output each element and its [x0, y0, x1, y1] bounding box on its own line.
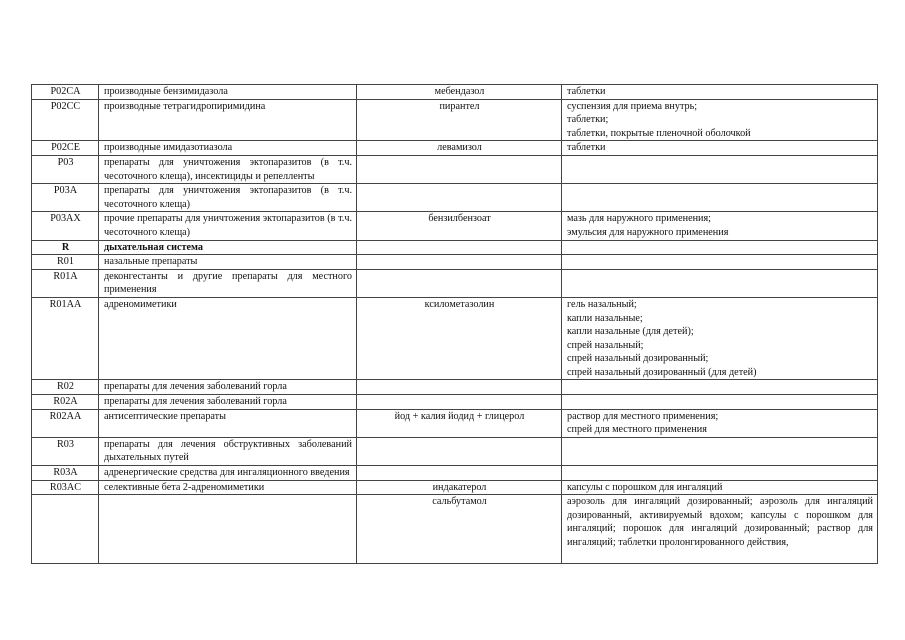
table-row [32, 269, 878, 297]
dosage-form-line: эмульсия для наружного применения [567, 226, 729, 238]
group-description-cell: препараты для уничтожения эктопаразитов (в т.ч. чесоточного клеща) [99, 184, 357, 212]
dosage-form-cell [562, 437, 878, 465]
dosage-form-cell [562, 184, 878, 212]
dosage-form-cell [562, 240, 878, 255]
drug-table [31, 84, 878, 564]
atc-code-cell: R01 [32, 255, 99, 270]
drug-name-cell: сальбутамол [357, 495, 562, 564]
atc-code-cell: P02CC [32, 99, 99, 141]
atc-code-cell: R02A [32, 395, 99, 410]
dosage-form-line: таблетки [567, 142, 606, 154]
dosage-form-line: капли назальные; [567, 312, 643, 324]
table-row [32, 155, 878, 183]
drug-name-cell: ксилометазолин [357, 297, 562, 380]
dosage-form-cell [562, 255, 878, 270]
drug-name-cell [357, 269, 562, 297]
table-row [32, 99, 878, 141]
dosage-form-cell [562, 212, 878, 240]
group-description-cell: препараты для лечения заболеваний горла [99, 380, 357, 395]
group-description-cell: деконгестанты и другие препараты для местного применения [99, 269, 357, 297]
drug-name-cell [357, 255, 562, 270]
table-row [32, 480, 878, 495]
atc-code-cell: P02CE [32, 141, 99, 156]
table-row [32, 184, 878, 212]
atc-code-cell: R03 [32, 437, 99, 465]
dosage-form-line: раствор для местного применения; [567, 410, 719, 422]
table-row [32, 240, 878, 255]
group-description-cell: препараты для уничтожения эктопаразитов (в т.ч. чесоточного клеща), инсектициды и репелленты [99, 155, 357, 183]
drug-name-cell: индакатерол [357, 480, 562, 495]
dosage-form-cell [562, 85, 878, 100]
group-description-cell: производные тетрагидропиримидина [99, 99, 357, 141]
group-description-cell: адреномиметики [99, 297, 357, 380]
dosage-form-cell [562, 466, 878, 481]
dosage-form-line: капсулы с порошком для ингаляций [567, 481, 723, 493]
dosage-form-cell [562, 480, 878, 495]
drug-name-cell [357, 380, 562, 395]
dosage-form-cell [562, 155, 878, 183]
table-row [32, 141, 878, 156]
atc-code-cell: R01A [32, 269, 99, 297]
drug-name-cell [357, 240, 562, 255]
drug-name-cell [357, 155, 562, 183]
atc-code-cell: R03A [32, 466, 99, 481]
dosage-form-line: спрей назальный; [567, 339, 644, 351]
drug-name-cell [357, 437, 562, 465]
dosage-form-line: таблетки; [567, 114, 609, 126]
dosage-form-line: спрей для местного применения [567, 424, 707, 436]
group-description-cell: назальные препараты [99, 255, 357, 270]
dosage-form-line: гель назальный; [567, 298, 637, 310]
drug-name-cell [357, 395, 562, 410]
group-description-cell: антисептические препараты [99, 409, 357, 437]
dosage-form-cell [562, 297, 878, 380]
group-description-cell: препараты для лечения обструктивных заболеваний дыхательных путей [99, 437, 357, 465]
drug-name-cell [357, 466, 562, 481]
drug-name-cell: пирантел [357, 99, 562, 141]
atc-code-cell: R01AA [32, 297, 99, 380]
dosage-form-line: мазь для наружного применения; [567, 213, 712, 225]
table-row [32, 297, 878, 380]
group-description-cell: дыхательная система [99, 240, 357, 255]
dosage-form-line: таблетки, покрытые пленочной оболочкой [567, 127, 751, 139]
atc-code-cell: R02AA [32, 409, 99, 437]
dosage-form-cell [562, 409, 878, 437]
dosage-form-line: таблетки [567, 86, 606, 97]
dosage-form-cell: аэрозоль для ингаляций дозированный; аэрозоль для ингаляций дозированный, активируемый вдохом; капсулы с порошком для ингаляций; порошок для ингаляций дозированный; раствор для ингаляций; таблетки пролонгированного действия, [562, 495, 878, 564]
dosage-form-line: суспензия для приема внутрь; [567, 100, 698, 112]
group-description-cell: адренергические средства для ингаляционного введения [99, 466, 357, 481]
atc-code-cell: R02 [32, 380, 99, 395]
atc-code-cell: P03 [32, 155, 99, 183]
table-row [32, 466, 878, 481]
group-description-cell [99, 495, 357, 564]
atc-code-cell [32, 495, 99, 564]
group-description-cell: производные имидазотиазола [99, 141, 357, 156]
table-row [32, 409, 878, 437]
drug-name-cell: йод + калия йодид + глицерол [357, 409, 562, 437]
table-row [32, 437, 878, 465]
drug-name-cell: левамизол [357, 141, 562, 156]
dosage-form-line: капли назальные (для детей); [567, 326, 694, 338]
atc-code-cell: P03AX [32, 212, 99, 240]
dosage-form-cell [562, 269, 878, 297]
atc-code-cell: P02CA [32, 85, 99, 100]
dosage-form-line: спрей назальный дозированный; [567, 353, 709, 365]
drug-name-cell: бензилбензоат [357, 212, 562, 240]
dosage-form-cell [562, 395, 878, 410]
atc-code-cell: R [32, 240, 99, 255]
table-row [32, 495, 878, 564]
dosage-form-cell [562, 99, 878, 141]
dosage-form-line: спрей назальный дозированный (для детей) [567, 366, 757, 378]
dosage-form-cell [562, 141, 878, 156]
group-description-cell: производные бензимидазола [99, 85, 357, 100]
group-description-cell: препараты для лечения заболеваний горла [99, 395, 357, 410]
table-row [32, 212, 878, 240]
atc-code-cell: R03AC [32, 480, 99, 495]
drug-name-cell: мебендазол [357, 85, 562, 100]
table-row [32, 380, 878, 395]
atc-code-cell: P03A [32, 184, 99, 212]
drug-name-cell [357, 184, 562, 212]
dosage-form-cell [562, 380, 878, 395]
group-description-cell: прочие препараты для уничтожения эктопаразитов (в т.ч. чесоточного клеща) [99, 212, 357, 240]
table-row [32, 255, 878, 270]
table-row [32, 395, 878, 410]
table-row [32, 85, 878, 100]
drug-table-body [32, 85, 878, 564]
group-description-cell: селективные бета 2-адреномиметики [99, 480, 357, 495]
